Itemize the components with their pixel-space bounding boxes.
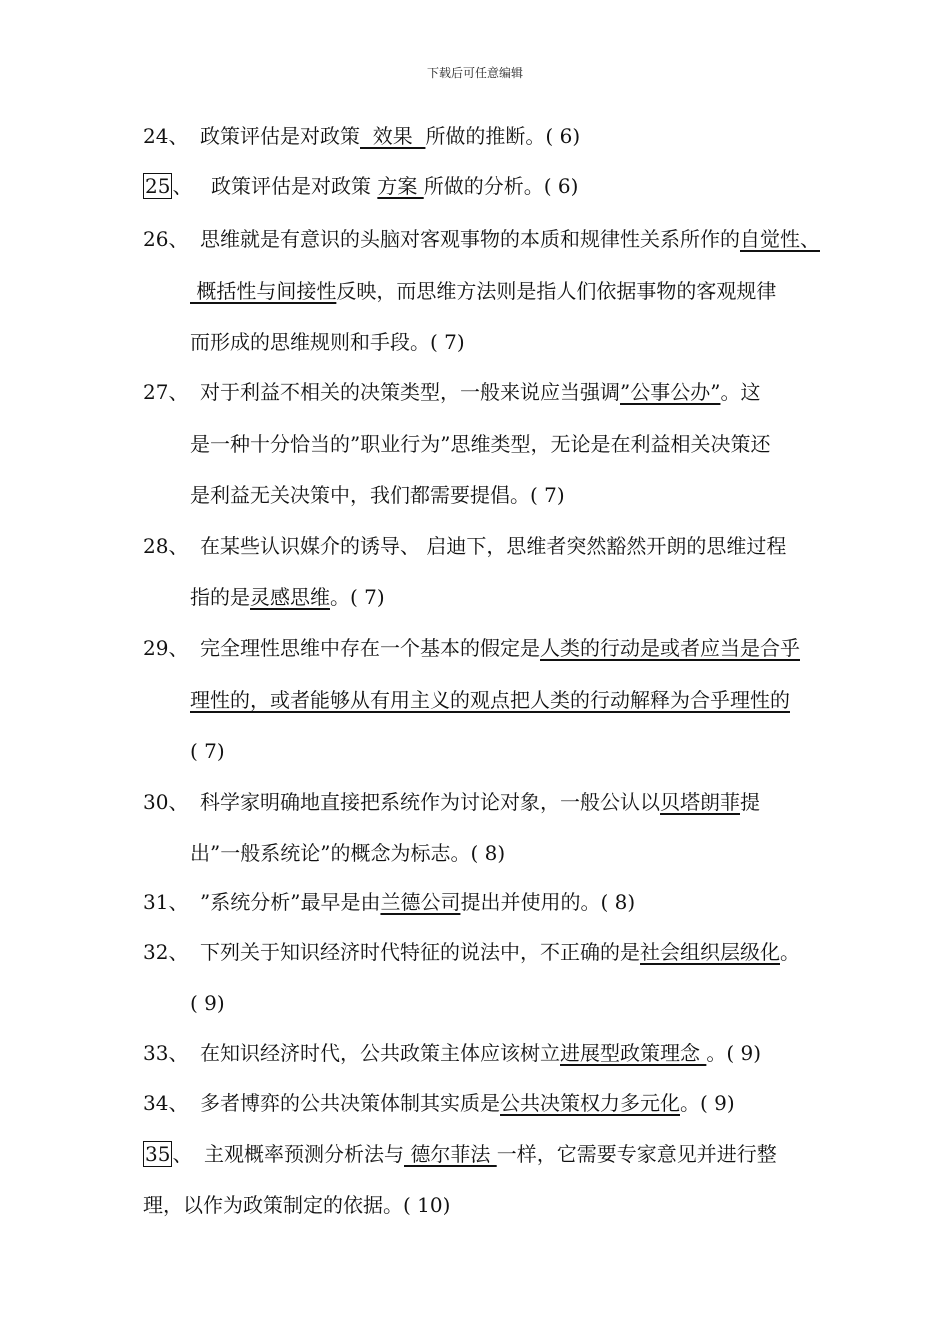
question-number: 31、 [143,890,189,914]
answer: 理性的，或者能够从有用主义的观点把人类的行动解释为合乎理性的 [190,688,790,712]
question-text: 政策评估是对政策 方案 所做的分析。( 6) [211,174,579,198]
answer: 德尔菲法 [404,1142,497,1166]
answer: 概括性与间接性 [190,279,337,303]
page-header: 下载后可任意编辑 [426,66,523,80]
question-number: 27、 [143,380,189,404]
answer: 灵感思维 [250,585,330,609]
question-number: 35 、 [145,1142,193,1166]
question-number: 25 、 [145,174,193,198]
question-text: 完全理性思维中存在一个基本的假定是人类的行动是或者应当是合乎 [200,636,800,660]
answer: 方案 [377,174,424,198]
question-text: ”系统分析”最早是由兰德公司提出并使用的。( 8) [200,890,636,914]
question-number: 34、 [143,1091,189,1115]
boxed-number: 25 [145,174,171,198]
question-text: 对于利益不相关的决策类型，一般来说应当强调”公事公办”。这 [200,380,761,404]
answer: 社会组织层级化 [640,940,780,964]
question-text: 主观概率预测分析法与 德尔菲法 一样，它需要专家意见并进行整 [204,1142,777,1166]
question-number: 29、 [143,636,189,660]
question-text: 下列关于知识经济时代特征的说法中，不正确的是社会组织层级化。 [200,940,800,964]
boxed-number: 35 [145,1142,171,1166]
question-text: 科学家明确地直接把系统作为讨论对象，一般公认以贝塔朗菲提 [200,790,760,814]
answer: 自觉性、 [740,227,820,251]
answer: 兰德公司 [380,890,461,914]
question-text: 政策评估是对政策 效果 所做的推断。( 6) [200,124,581,148]
question-number: 26、 [143,227,189,251]
question-text: 在某些认识媒介的诱导、 启迪下，思维者突然豁然开朗的思维过程 [200,534,787,558]
question-number: 30、 [143,790,189,814]
question-text: 思维就是有意识的头脑对客观事物的本质和规律性关系所作的自觉性、 [200,227,820,251]
question-text: 多者博弈的公共决策体制其实质是公共决策权力多元化。( 9) [200,1091,735,1115]
answer: 贝塔朗菲 [660,790,740,814]
answer: 进展型政策理念 [560,1041,707,1065]
question-number: 28、 [143,534,189,558]
question-text: 在知识经济时代，公共政策主体应该树立进展型政策理念 。( 9) [200,1041,762,1065]
answer: ”公事公办” [620,380,721,404]
answer: 人类的行动是或者应当是合乎 [540,636,800,660]
answer: 效果 [360,124,426,148]
answer: 公共决策权力多元化 [500,1091,680,1115]
question-number: 33、 [143,1041,189,1065]
question-number: 24、 [143,124,189,148]
question-number: 32、 [143,940,189,964]
